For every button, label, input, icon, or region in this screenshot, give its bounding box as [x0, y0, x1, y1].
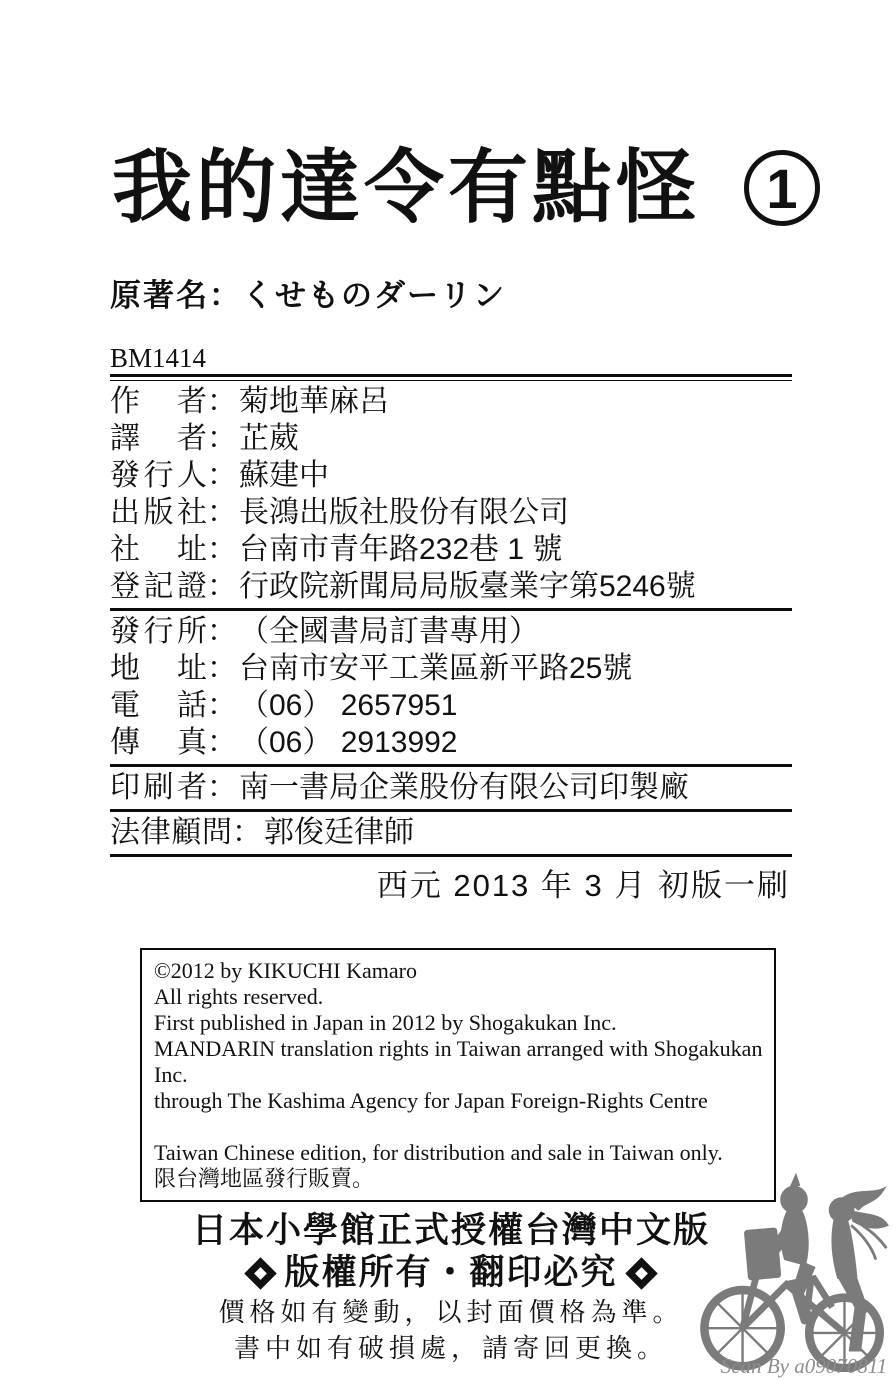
volume-number: 1 — [766, 156, 798, 220]
colophon-row — [110, 650, 792, 687]
colophon-row — [110, 420, 792, 457]
row-value: 長鴻出版社股份有限公司 — [239, 496, 569, 529]
page-title: 我的達令有點怪 — [112, 143, 700, 232]
row-colon: ： — [207, 496, 237, 529]
row-label: 登記證 — [110, 570, 207, 603]
row-colon: ： — [207, 726, 237, 759]
row-value: 台南市安平工業區新平路25號 — [239, 652, 633, 685]
colophon-row — [110, 457, 792, 494]
row-colon: ： — [207, 422, 237, 455]
colophon-row — [110, 724, 792, 761]
colophon-group-c — [110, 767, 792, 809]
colophon-group-b — [110, 611, 792, 764]
row-colon: ： — [207, 652, 237, 685]
license-line: All rights reserved. — [154, 984, 324, 1009]
colophon-row — [110, 568, 792, 605]
row-value: （06） 2657951 — [239, 689, 458, 722]
license-line: 限台灣地區發行販賣。 — [154, 1166, 375, 1191]
row-label: 作者 — [110, 385, 207, 418]
footer-block — [110, 1210, 792, 1366]
copyright-notice-line — [110, 1252, 792, 1294]
row-value: 郭俊廷律師 — [264, 816, 414, 849]
colophon-row — [110, 814, 792, 851]
diamond-icon — [625, 1257, 658, 1290]
title-row — [112, 142, 798, 234]
row-value: 台南市青年路232巷 1 號 — [239, 533, 563, 566]
row-label: 發行所 — [110, 615, 207, 648]
row-value: 蘇建中 — [239, 459, 329, 492]
colophon-row — [110, 531, 792, 568]
row-label: 地址 — [110, 652, 207, 685]
divider — [110, 374, 792, 381]
license-line: through The Kashima Agency for Japan Foreign-Rights Centre — [154, 1088, 708, 1113]
license-box — [140, 948, 776, 1202]
row-colon: ： — [232, 816, 262, 849]
book-code: BM1414 — [110, 343, 207, 373]
row-label: 發行人 — [110, 459, 207, 492]
row-label: 社址 — [110, 533, 207, 566]
authorization-line: 日本小學館正式授權台灣中文版 — [191, 1211, 710, 1250]
license-line: ©2012 by KIKUCHI Kamaro — [154, 958, 417, 983]
divider — [110, 854, 792, 857]
damage-note: 書中如有破損處，請寄回更換。 — [233, 1334, 668, 1363]
copyright-notice-text: 版權所有・翻印必究 — [284, 1253, 618, 1292]
row-value: 南一書局企業股份有限公司印製廠 — [239, 771, 689, 804]
row-label: 出版社 — [110, 496, 207, 529]
bicycle-illustration — [698, 1172, 890, 1372]
license-line: MANDARIN translation rights in Taiwan arranged with Shogakukan Inc. — [154, 1036, 763, 1087]
row-colon: ： — [207, 385, 237, 418]
row-label: 傳真 — [110, 726, 207, 759]
diamond-icon — [245, 1257, 278, 1290]
row-value: 菊地華麻呂 — [239, 385, 389, 418]
row-colon: ： — [207, 533, 237, 566]
row-label: 法律顧問 — [110, 816, 232, 849]
scan-watermark: Scan By a09070811 — [720, 1354, 888, 1378]
row-value: （全國書局訂書專用） — [239, 615, 539, 648]
colophon-row — [110, 383, 792, 420]
row-label: 電話 — [110, 689, 207, 722]
colophon-row — [110, 494, 792, 531]
colophon-row — [110, 769, 792, 806]
row-label: 譯者 — [110, 422, 207, 455]
license-line-blank — [154, 1114, 764, 1140]
edition-line: 西元 2013 年 3 月 初版一刷 — [376, 868, 790, 903]
row-value: 芷葳 — [239, 422, 299, 455]
license-line: First published in Japan in 2012 by Shogakukan Inc. — [154, 1010, 617, 1035]
bicycle-couple-icon — [698, 1172, 890, 1372]
colophon-group-d — [110, 812, 792, 854]
row-colon: ： — [207, 459, 237, 492]
page-column — [110, 0, 798, 1366]
row-colon: ： — [207, 615, 237, 648]
row-colon: ： — [207, 570, 237, 603]
row-colon: ： — [207, 771, 237, 804]
row-value: （06） 2913992 — [239, 726, 458, 759]
row-value: 行政院新聞局局版臺業字第5246號 — [239, 570, 696, 603]
row-colon: ： — [207, 689, 237, 722]
row-label: 印刷者 — [110, 771, 207, 804]
license-line: Taiwan Chinese edition, for distribution and sale in Taiwan only. — [154, 1140, 723, 1165]
price-note: 價格如有變動，以封面價格為準。 — [218, 1298, 684, 1327]
colophon-row — [110, 613, 792, 650]
colophon-row — [110, 687, 792, 724]
original-title: 原著名：くせものダーリン — [110, 278, 506, 313]
colophon-group-a — [110, 381, 792, 608]
volume-badge — [744, 150, 820, 226]
